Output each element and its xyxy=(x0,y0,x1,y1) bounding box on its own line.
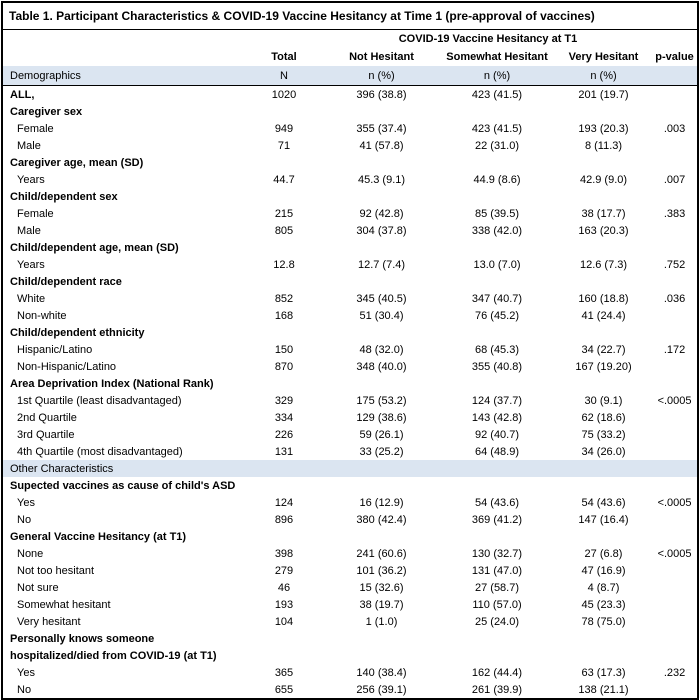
row-label: Child/dependent ethnicity xyxy=(10,326,145,339)
subheader-total: N xyxy=(244,66,324,86)
total-cell: 150 xyxy=(274,343,294,356)
p-value-cell xyxy=(652,630,698,647)
not-hesitant-cell: 140 (38.4) xyxy=(356,666,407,679)
column-header-total: Total xyxy=(271,51,297,63)
very-hesitant-cell xyxy=(555,324,652,341)
table-row xyxy=(2,137,698,154)
total-cell: 44.7 xyxy=(273,173,295,186)
table-row xyxy=(2,426,698,443)
total-cell: 334 xyxy=(274,411,294,424)
not-hesitant-cell: 51 (30.4) xyxy=(359,309,404,322)
somewhat-hesitant-cell xyxy=(439,630,555,647)
table-row xyxy=(2,222,698,239)
not-hesitant-cell: 1 (1.0) xyxy=(365,615,398,628)
table-row xyxy=(2,477,698,494)
row-label: 4th Quartile (most disadvantaged) xyxy=(17,445,183,458)
somewhat-hesitant-cell: 110 (57.0) xyxy=(472,598,522,611)
total-cell: 279 xyxy=(274,564,294,577)
p-value-cell xyxy=(652,188,698,205)
column-header-not-hesitant: Not Hesitant xyxy=(349,51,414,63)
row-label: Non-Hispanic/Latino xyxy=(17,360,117,373)
total-cell xyxy=(244,239,324,256)
total-cell xyxy=(244,103,324,120)
somewhat-hesitant-cell: 85 (39.5) xyxy=(474,207,520,220)
very-hesitant-cell: 201 (19.7) xyxy=(578,88,629,101)
row-label: Somewhat hesitant xyxy=(17,598,111,611)
not-hesitant-cell xyxy=(324,188,439,205)
row-label: Caregiver age, mean (SD) xyxy=(10,156,144,169)
not-hesitant-cell: 12.7 (7.4) xyxy=(357,258,406,271)
table-row xyxy=(2,120,698,137)
p-value-cell xyxy=(652,528,698,545)
total-cell xyxy=(244,375,324,392)
somewhat-hesitant-cell: 131 (47.0) xyxy=(471,564,523,577)
not-hesitant-cell: 16 (12.9) xyxy=(359,496,404,509)
not-hesitant-cell: 15 (32.6) xyxy=(359,581,404,594)
not-hesitant-cell xyxy=(324,477,439,494)
somewhat-hesitant-cell xyxy=(439,647,555,664)
p-value-cell xyxy=(652,562,698,579)
somewhat-hesitant-cell: 423 (41.5) xyxy=(471,88,523,101)
not-hesitant-cell: 175 (53.2) xyxy=(356,394,407,407)
very-hesitant-cell: 34 (26.0) xyxy=(581,445,626,458)
not-hesitant-cell: 92 (42.8) xyxy=(359,207,404,220)
very-hesitant-cell xyxy=(555,630,652,647)
total-cell: 805 xyxy=(274,224,294,237)
subheader-not-hesitant: n (%) xyxy=(324,66,439,86)
row-label: Non-white xyxy=(17,309,67,322)
row-label: Female xyxy=(17,122,54,135)
spanner-header: COVID-19 Vaccine Hesitancy at T1 xyxy=(398,33,578,45)
very-hesitant-cell: 163 (20.3) xyxy=(578,224,629,237)
not-hesitant-cell: 59 (26.1) xyxy=(359,428,404,441)
p-value-cell xyxy=(652,613,698,630)
p-value-cell: <.0005 xyxy=(657,394,692,407)
table-row xyxy=(2,103,698,120)
table-row xyxy=(2,86,698,104)
very-hesitant-cell: 27 (6.8) xyxy=(584,547,623,560)
not-hesitant-cell: 41 (57.8) xyxy=(359,139,404,152)
table-title: Table 1. Participant Characteristics & COVID-19 Vaccine Hesitancy at Time 1 (pre-approval of vaccines) xyxy=(2,2,698,30)
total-cell: 398 xyxy=(274,547,294,560)
very-hesitant-cell xyxy=(555,273,652,290)
table-row xyxy=(2,273,698,290)
table-row xyxy=(2,341,698,358)
table-row xyxy=(2,307,698,324)
not-hesitant-cell: 345 (40.5) xyxy=(356,292,407,305)
somewhat-hesitant-cell: 44.9 (8.6) xyxy=(473,173,521,186)
not-hesitant-cell: 129 (38.6) xyxy=(356,411,407,424)
total-cell xyxy=(244,188,324,205)
very-hesitant-cell: 47 (16.9) xyxy=(581,564,626,577)
subheader-label: Demographics xyxy=(2,66,244,86)
row-label: Other Characteristics xyxy=(2,460,244,477)
row-label: Female xyxy=(17,207,54,220)
p-value-cell: <.0005 xyxy=(657,547,692,560)
row-label: White xyxy=(17,292,46,305)
somewhat-hesitant-cell xyxy=(439,324,555,341)
table-row xyxy=(2,171,698,188)
participant-characteristics-table xyxy=(1,1,699,700)
very-hesitant-cell: 34 (22.7) xyxy=(581,343,626,356)
table-row xyxy=(2,579,698,596)
row-label: Supected vaccines as cause of child's ASD xyxy=(10,479,236,492)
table-row xyxy=(2,596,698,613)
not-hesitant-cell: 256 (39.1) xyxy=(356,683,407,696)
p-value-cell xyxy=(652,307,698,324)
table-row xyxy=(2,392,698,409)
total-cell xyxy=(244,647,324,664)
table-row xyxy=(2,443,698,460)
very-hesitant-cell: 12.6 (7.3) xyxy=(579,258,628,271)
row-label: Child/dependent age, mean (SD) xyxy=(10,241,179,254)
table-row xyxy=(2,188,698,205)
not-hesitant-cell: 380 (42.4) xyxy=(356,513,407,526)
total-cell: 655 xyxy=(274,683,294,696)
row-label: Child/dependent sex xyxy=(10,190,118,203)
row-label: Not sure xyxy=(17,581,59,594)
column-header-very-hesitant: Very Hesitant xyxy=(568,51,639,63)
table-row xyxy=(2,494,698,511)
p-value-cell xyxy=(652,579,698,596)
column-header-somewhat-hesitant: Somewhat Hesitant xyxy=(446,51,548,63)
somewhat-hesitant-cell: 92 (40.7) xyxy=(474,428,520,441)
very-hesitant-cell xyxy=(555,239,652,256)
table-body xyxy=(2,86,698,700)
very-hesitant-cell xyxy=(555,103,652,120)
somewhat-hesitant-cell xyxy=(439,239,555,256)
total-cell: 12.8 xyxy=(273,258,295,271)
column-header-row xyxy=(2,48,698,66)
very-hesitant-cell: 193 (20.3) xyxy=(578,122,629,135)
table-row xyxy=(2,613,698,630)
somewhat-hesitant-cell: 27 (58.7) xyxy=(474,581,520,594)
p-value-cell xyxy=(652,409,698,426)
p-value-cell xyxy=(652,511,698,528)
not-hesitant-cell xyxy=(324,460,439,477)
somewhat-hesitant-cell xyxy=(439,477,555,494)
not-hesitant-cell: 348 (40.0) xyxy=(356,360,407,373)
subheader-somewhat-hesitant: n (%) xyxy=(439,66,555,86)
somewhat-hesitant-cell: 76 (45.2) xyxy=(474,309,520,322)
row-label: Child/dependent race xyxy=(10,275,122,288)
not-hesitant-cell xyxy=(324,239,439,256)
p-value-cell xyxy=(652,647,698,664)
total-cell xyxy=(244,324,324,341)
table-row xyxy=(2,239,698,256)
total-cell: 1020 xyxy=(271,88,297,101)
somewhat-hesitant-cell xyxy=(439,460,555,477)
p-value-cell xyxy=(652,137,698,154)
table-row xyxy=(2,681,698,699)
very-hesitant-cell: 45 (23.3) xyxy=(581,598,626,611)
very-hesitant-cell: 138 (21.1) xyxy=(578,683,629,696)
very-hesitant-cell xyxy=(555,188,652,205)
somewhat-hesitant-cell: 124 (37.7) xyxy=(471,394,523,407)
somewhat-hesitant-cell: 423 (41.5) xyxy=(471,122,523,135)
total-cell xyxy=(244,273,324,290)
row-label: Caregiver sex xyxy=(10,105,83,118)
row-label: Yes xyxy=(17,496,35,509)
row-label: No xyxy=(17,683,32,696)
row-label: Male xyxy=(17,224,41,237)
very-hesitant-cell xyxy=(555,647,652,664)
table-row xyxy=(2,409,698,426)
subheader-p-value xyxy=(652,66,698,86)
row-label: Area Deprivation Index (National Rank) xyxy=(10,377,214,390)
not-hesitant-cell: 241 (60.6) xyxy=(356,547,407,560)
somewhat-hesitant-cell: 338 (42.0) xyxy=(471,224,523,237)
p-value-cell: .007 xyxy=(663,173,686,186)
not-hesitant-cell xyxy=(324,528,439,545)
p-value-cell: .232 xyxy=(663,666,686,679)
total-cell xyxy=(244,528,324,545)
subheader-row xyxy=(2,66,698,86)
total-cell: 949 xyxy=(274,122,294,135)
row-label: Not too hesitant xyxy=(17,564,95,577)
total-cell xyxy=(244,477,324,494)
p-value-cell xyxy=(652,239,698,256)
somewhat-hesitant-cell xyxy=(439,273,555,290)
somewhat-hesitant-cell: 22 (31.0) xyxy=(474,139,520,152)
very-hesitant-cell: 41 (24.4) xyxy=(581,309,626,322)
very-hesitant-cell: 4 (8.7) xyxy=(587,581,620,594)
somewhat-hesitant-cell: 54 (43.6) xyxy=(474,496,520,509)
row-label: ALL, xyxy=(10,88,35,101)
spacer-cell xyxy=(244,30,324,49)
not-hesitant-cell: 33 (25.2) xyxy=(359,445,404,458)
p-value-cell xyxy=(652,596,698,613)
p-value-cell: .172 xyxy=(663,343,686,356)
p-value-cell: .752 xyxy=(663,258,686,271)
table-row xyxy=(2,664,698,681)
p-value-cell xyxy=(652,273,698,290)
total-cell: 104 xyxy=(274,615,294,628)
not-hesitant-cell xyxy=(324,375,439,392)
somewhat-hesitant-cell: 25 (24.0) xyxy=(474,615,520,628)
spacer-cell xyxy=(2,30,244,49)
total-cell: 193 xyxy=(274,598,294,611)
row-label: Yes xyxy=(17,666,35,679)
very-hesitant-cell: 147 (16.4) xyxy=(578,513,629,526)
table-header xyxy=(2,2,698,86)
somewhat-hesitant-cell: 162 (44.4) xyxy=(471,666,523,679)
very-hesitant-cell: 54 (43.6) xyxy=(581,496,626,509)
very-hesitant-cell xyxy=(555,154,652,171)
p-value-cell xyxy=(652,103,698,120)
p-value-cell: .383 xyxy=(663,207,686,220)
very-hesitant-cell xyxy=(555,477,652,494)
total-cell: 46 xyxy=(277,581,291,594)
p-value-cell: <.0005 xyxy=(657,496,692,509)
row-label: 3rd Quartile xyxy=(17,428,75,441)
very-hesitant-cell: 167 (19.20) xyxy=(575,360,632,373)
not-hesitant-cell: 304 (37.8) xyxy=(356,224,407,237)
total-cell: 365 xyxy=(274,666,294,679)
total-cell xyxy=(244,460,324,477)
not-hesitant-cell: 355 (37.4) xyxy=(356,122,407,135)
somewhat-hesitant-cell: 68 (45.3) xyxy=(474,343,520,356)
row-label: Years xyxy=(17,173,45,186)
table-row xyxy=(2,375,698,392)
total-cell: 215 xyxy=(274,207,294,220)
not-hesitant-cell: 38 (19.7) xyxy=(359,598,404,611)
table-row xyxy=(2,511,698,528)
row-label: Male xyxy=(17,139,41,152)
not-hesitant-cell: 396 (38.8) xyxy=(356,88,407,101)
total-cell xyxy=(244,630,324,647)
total-cell: 870 xyxy=(274,360,294,373)
table-title-row xyxy=(2,2,698,30)
somewhat-hesitant-cell: 261 (39.9) xyxy=(471,683,523,696)
total-cell: 896 xyxy=(274,513,294,526)
somewhat-hesitant-cell: 130 (32.7) xyxy=(471,547,523,560)
row-label: Hispanic/Latino xyxy=(17,343,93,356)
table-row xyxy=(2,256,698,273)
not-hesitant-cell xyxy=(324,324,439,341)
p-value-cell xyxy=(652,460,698,477)
row-label: None xyxy=(17,547,44,560)
not-hesitant-cell: 101 (36.2) xyxy=(356,564,407,577)
p-value-cell: .036 xyxy=(663,292,686,305)
very-hesitant-cell xyxy=(555,460,652,477)
not-hesitant-cell xyxy=(324,273,439,290)
row-label: hospitalized/died from COVID-19 (at T1) xyxy=(10,649,217,662)
not-hesitant-cell: 45.3 (9.1) xyxy=(357,173,406,186)
table-row xyxy=(2,290,698,307)
row-label: 1st Quartile (least disadvantaged) xyxy=(17,394,182,407)
table-row xyxy=(2,358,698,375)
very-hesitant-cell xyxy=(555,375,652,392)
somewhat-hesitant-cell: 347 (40.7) xyxy=(471,292,523,305)
not-hesitant-cell xyxy=(324,647,439,664)
very-hesitant-cell: 38 (17.7) xyxy=(581,207,626,220)
somewhat-hesitant-cell: 355 (40.8) xyxy=(471,360,523,373)
p-value-cell xyxy=(652,154,698,171)
p-value-cell xyxy=(652,358,698,375)
somewhat-hesitant-cell xyxy=(439,375,555,392)
very-hesitant-cell: 8 (11.3) xyxy=(584,139,623,152)
p-value-cell xyxy=(652,477,698,494)
spanner-header-row xyxy=(2,30,698,49)
total-cell: 852 xyxy=(274,292,294,305)
not-hesitant-cell xyxy=(324,103,439,120)
table-row xyxy=(2,528,698,545)
table-row xyxy=(2,324,698,341)
p-value-cell: .003 xyxy=(663,122,686,135)
very-hesitant-cell: 75 (33.2) xyxy=(581,428,626,441)
somewhat-hesitant-cell: 369 (41.2) xyxy=(471,513,523,526)
spacer-cell xyxy=(2,48,244,66)
p-value-cell xyxy=(652,443,698,460)
table-row xyxy=(2,647,698,664)
p-value-cell xyxy=(652,426,698,443)
total-cell: 71 xyxy=(277,139,291,152)
very-hesitant-cell: 78 (75.0) xyxy=(581,615,626,628)
column-header-p-value: p-value xyxy=(655,51,694,63)
p-value-cell xyxy=(652,222,698,239)
somewhat-hesitant-cell xyxy=(439,188,555,205)
not-hesitant-cell: 48 (32.0) xyxy=(359,343,404,356)
somewhat-hesitant-cell xyxy=(439,528,555,545)
somewhat-hesitant-cell: 64 (48.9) xyxy=(474,445,520,458)
table-row xyxy=(2,545,698,562)
p-value-cell xyxy=(652,375,698,392)
table-row xyxy=(2,205,698,222)
p-value-cell xyxy=(652,86,698,104)
very-hesitant-cell: 62 (18.6) xyxy=(581,411,626,424)
p-value-cell xyxy=(652,681,698,699)
table-row xyxy=(2,562,698,579)
row-label: No xyxy=(17,513,32,526)
subheader-very-hesitant: n (%) xyxy=(555,66,652,86)
not-hesitant-cell xyxy=(324,154,439,171)
total-cell: 329 xyxy=(274,394,294,407)
somewhat-hesitant-cell: 143 (42.8) xyxy=(471,411,523,424)
very-hesitant-cell: 160 (18.8) xyxy=(578,292,629,305)
very-hesitant-cell xyxy=(555,528,652,545)
total-cell: 124 xyxy=(274,496,294,509)
somewhat-hesitant-cell xyxy=(439,154,555,171)
total-cell: 168 xyxy=(274,309,294,322)
very-hesitant-cell: 42.9 (9.0) xyxy=(579,173,628,186)
row-label: Years xyxy=(17,258,45,271)
row-label: Personally knows someone xyxy=(10,632,155,645)
total-cell xyxy=(244,154,324,171)
row-label: General Vaccine Hesitancy (at T1) xyxy=(10,530,187,543)
table-row xyxy=(2,154,698,171)
table-row xyxy=(2,460,698,477)
very-hesitant-cell: 63 (17.3) xyxy=(581,666,626,679)
row-label: 2nd Quartile xyxy=(17,411,77,424)
very-hesitant-cell: 30 (9.1) xyxy=(584,394,623,407)
total-cell: 131 xyxy=(274,445,294,458)
table-row xyxy=(2,630,698,647)
somewhat-hesitant-cell xyxy=(439,103,555,120)
not-hesitant-cell xyxy=(324,630,439,647)
spacer-cell xyxy=(652,30,698,49)
total-cell: 226 xyxy=(274,428,294,441)
row-label: Very hesitant xyxy=(17,615,81,628)
p-value-cell xyxy=(652,324,698,341)
somewhat-hesitant-cell: 13.0 (7.0) xyxy=(473,258,521,271)
